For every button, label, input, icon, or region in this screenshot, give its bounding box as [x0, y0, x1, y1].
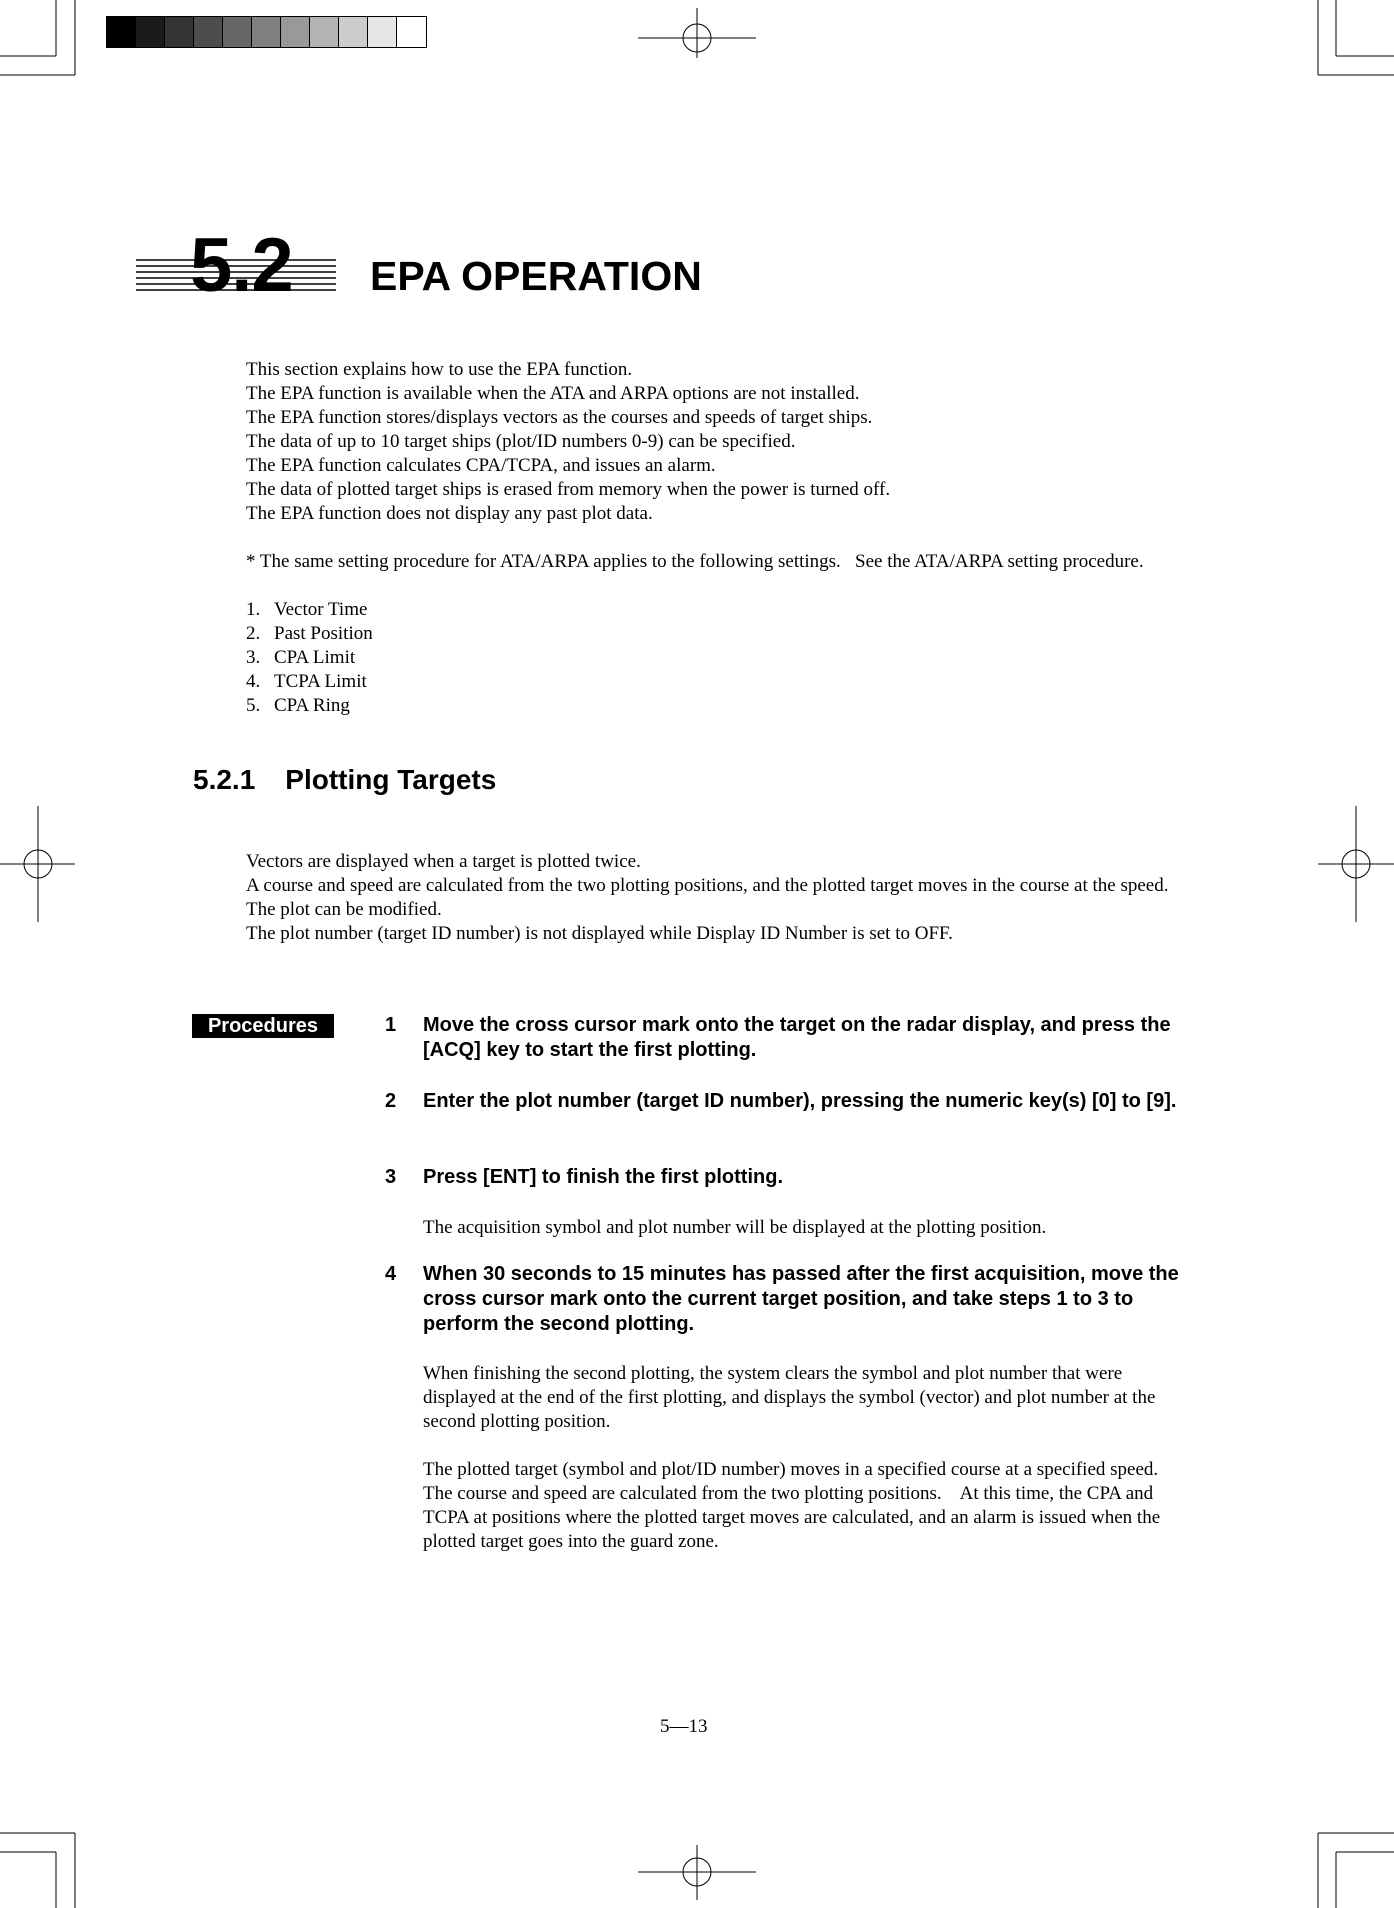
- list-item-text: Vector Time: [274, 599, 368, 620]
- paragraph: The plot number (target ID number) is not displayed while Display ID Number is set to OFF.: [246, 923, 953, 944]
- procedure-step-3: [385, 1165, 1185, 1190]
- list-item: [246, 646, 373, 670]
- list-item-text: CPA Ring: [274, 695, 350, 716]
- gray-swatch: [339, 17, 368, 47]
- list-item-number: 1.: [246, 599, 261, 620]
- step-3-note: The acquisition symbol and plot number will be displayed at the plotting position.: [423, 1217, 1047, 1238]
- gray-calibration-strip: [106, 16, 427, 48]
- gray-swatch: [107, 17, 136, 47]
- intro-line: The data of up to 10 target ships (plot/ID numbers 0-9) can be specified.: [246, 431, 796, 452]
- page-number: 5—13: [660, 1716, 708, 1737]
- gray-swatch: [252, 17, 281, 47]
- intro-line: The EPA function does not display any past plot data.: [246, 503, 653, 524]
- intro-line: This section explains how to use the EPA function.: [246, 359, 633, 380]
- section-title: EPA OPERATION: [370, 253, 702, 299]
- settings-note: * The same setting procedure for ATA/ARPA applies to the following settings. See the ATA/ARPA setting procedure.: [246, 551, 1144, 572]
- gray-swatch: [165, 17, 194, 47]
- procedure-step-2: [385, 1089, 1185, 1114]
- paragraph: Vectors are displayed when a target is plotted twice.: [246, 851, 641, 872]
- list-item-text: Past Position: [274, 623, 373, 644]
- list-item-number: 3.: [246, 647, 261, 668]
- subsection-title: Plotting Targets: [285, 764, 497, 795]
- gray-swatch: [368, 17, 397, 47]
- intro-line: The EPA function stores/displays vectors as the courses and speeds of target ships.: [246, 407, 873, 428]
- step-text: When 30 seconds to 15 minutes has passed after the first acquisition, move the cross cursor mark onto the current target position, and take steps 1 to 3 to perform the second plotting.: [423, 1263, 1179, 1335]
- intro-line: The EPA function is available when the ATA and ARPA options are not installed.: [246, 383, 860, 404]
- step-number: 1: [385, 1014, 397, 1036]
- step-text: Press [ENT] to finish the first plotting.: [423, 1166, 783, 1188]
- step-4-note-2: The plotted target (symbol and plot/ID number) moves in a specified course at a specified speed. The course and speed are calculated from the two plotting positions. At this time, the CPA and TCPA at positions where the plotted target moves are calculated, and an alarm is issued when the plotted target goes into the guard zone.: [423, 1459, 1173, 1552]
- step-text: Enter the plot number (target ID number), pressing the numeric key(s) [0] to [9].: [423, 1090, 1177, 1112]
- step-number: 2: [385, 1090, 397, 1112]
- step-number: 3: [385, 1166, 397, 1188]
- step-4-note-1: When finishing the second plotting, the system clears the symbol and plot number that were displayed at the end of the first plotting, and displays the symbol (vector) and plot number at the second plotting position.: [423, 1363, 1156, 1432]
- procedures-badge: Procedures: [192, 1014, 334, 1038]
- gray-swatch: [194, 17, 223, 47]
- plotting-description: [246, 850, 1181, 946]
- list-item-text: TCPA Limit: [274, 671, 367, 692]
- settings-list: [246, 598, 373, 718]
- list-item-number: 4.: [246, 671, 261, 692]
- list-item-number: 2.: [246, 623, 261, 644]
- procedure-step-4: [385, 1262, 1185, 1337]
- gray-swatch: [310, 17, 339, 47]
- gray-swatch: [136, 17, 165, 47]
- list-item: [246, 598, 373, 622]
- paragraph: The plot can be modified.: [246, 899, 442, 920]
- intro-line: The EPA function calculates CPA/TCPA, and issues an alarm.: [246, 455, 716, 476]
- list-item: [246, 694, 373, 718]
- list-item-text: CPA Limit: [274, 647, 356, 668]
- gray-swatch: [223, 17, 252, 47]
- section-number: 5.2: [190, 223, 293, 308]
- list-item: [246, 670, 373, 694]
- gray-swatch: [281, 17, 310, 47]
- intro-line: The data of plotted target ships is erased from memory when the power is turned off.: [246, 479, 891, 500]
- step-number: 4: [385, 1263, 397, 1285]
- procedure-step-1: [385, 1013, 1185, 1063]
- list-item: [246, 622, 373, 646]
- subsection-number: 5.2.1: [193, 764, 256, 795]
- paragraph: A course and speed are calculated from the two plotting positions, and the plotted target moves in the course at the speed.: [246, 875, 1169, 896]
- intro-paragraph: [246, 358, 1181, 526]
- gray-swatch: [397, 17, 426, 47]
- list-item-number: 5.: [246, 695, 261, 716]
- step-text: Move the cross cursor mark onto the target on the radar display, and press the [ACQ] key to start the first plotting.: [423, 1014, 1171, 1061]
- subsection-heading: [193, 764, 496, 796]
